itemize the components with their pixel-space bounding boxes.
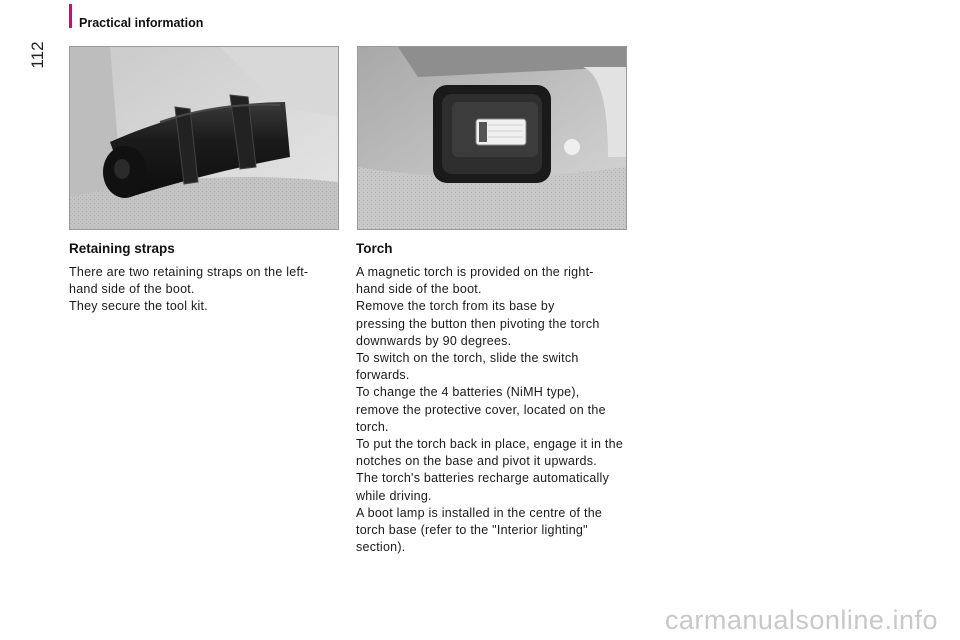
text-line: hand side of the boot.	[356, 282, 482, 297]
text-line: A boot lamp is installed in the centre of the	[356, 505, 603, 520]
tool-kit-straps-photo	[69, 46, 339, 230]
text-line: section).	[356, 540, 406, 555]
text-line: A magnetic torch is provided on the right-	[356, 265, 594, 279]
text-line: torch.	[356, 419, 389, 434]
text-line: Remove the torch from its base by	[356, 299, 555, 314]
section-title: Practical information	[79, 16, 204, 30]
text-line: To change the 4 batteries (NiMH type),	[356, 385, 580, 400]
text-line: remove the protective cover, located on the	[356, 402, 606, 417]
text-line: pressing the button then pivoting the torch	[356, 316, 600, 331]
torch-text	[356, 264, 636, 556]
watermark: carmanualsonline.info	[664, 605, 938, 635]
text-line: The torch's batteries recharge automatically	[356, 471, 610, 486]
text-line: They secure the tool kit.	[69, 299, 208, 314]
text-line: There are two retaining straps on the left-	[69, 265, 309, 279]
section-accent-bar	[69, 4, 72, 28]
torch-base-photo	[357, 46, 627, 230]
retaining-straps-text	[69, 264, 337, 316]
page-number: 112	[28, 41, 47, 69]
text-line: while driving.	[356, 488, 432, 503]
text-line: torch base (refer to the "Interior lighting"	[356, 523, 588, 538]
text-line: downwards by 90 degrees.	[356, 333, 512, 348]
text-line: notches on the base and pivot it upwards.	[356, 454, 597, 469]
text-line: To switch on the torch, slide the switch	[356, 351, 579, 366]
text-line: To put the torch back in place, engage it in the	[356, 437, 624, 452]
retaining-straps-heading: Retaining straps	[69, 241, 175, 256]
text-line: hand side of the boot.	[69, 282, 195, 297]
torch-heading: Torch	[356, 241, 393, 256]
text-line: forwards.	[356, 368, 410, 383]
